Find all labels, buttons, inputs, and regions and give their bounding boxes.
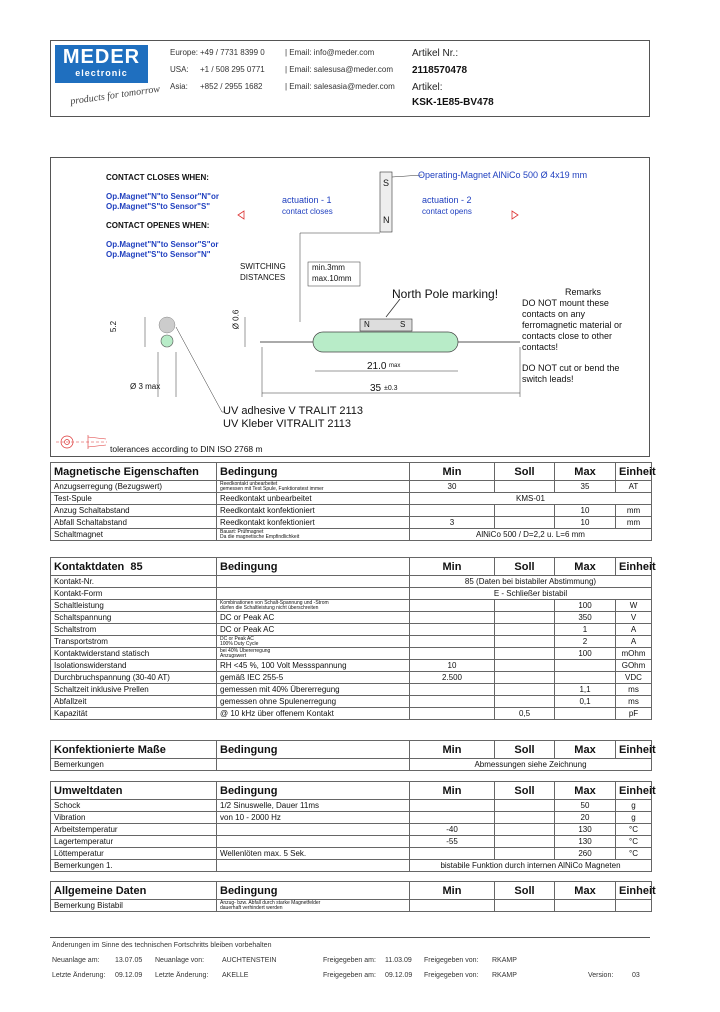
section-title: Konfektionierte Maße xyxy=(51,741,217,759)
artikel-nr-label: Artikel Nr.: xyxy=(412,48,459,59)
row-min xyxy=(410,684,495,696)
row-soll xyxy=(495,812,555,824)
row-max xyxy=(555,708,616,720)
row-soll xyxy=(495,624,555,636)
row-bedingung-line: dürfen die Schaltleistung nicht überschreiten xyxy=(220,604,319,611)
table-row xyxy=(51,759,652,771)
row-max: 2 xyxy=(555,636,616,648)
dim-5-2: 5.2 xyxy=(109,320,119,333)
col-min: Min xyxy=(410,882,495,900)
table-header-row xyxy=(51,558,652,576)
section-title xyxy=(51,558,217,576)
logo-subtext: electronic xyxy=(75,68,128,78)
row-soll xyxy=(495,505,555,517)
row-unit: °C xyxy=(616,848,652,860)
artikel-label: Artikel: xyxy=(412,82,443,93)
row-bedingung xyxy=(217,824,410,836)
row-bedingung-line: Kombinationen von Schalt-Spannung und -Strom xyxy=(220,599,329,606)
contact-phone-europe: +49 / 7731 8399 0 xyxy=(200,48,265,57)
table-row xyxy=(51,493,652,505)
closes-line1: Op.Magnet"N"to Sensor"N"or xyxy=(106,192,219,201)
row-bedingung-line: Anzug- bzw. Abfall durch starke Magnetfelder xyxy=(220,899,321,906)
remarks-title: Remarks xyxy=(565,287,602,297)
row-soll xyxy=(495,612,555,624)
arrow-right-icon xyxy=(512,211,518,219)
row-max: 1 xyxy=(555,624,616,636)
footer-value: 13.07.05 xyxy=(115,957,143,964)
row-min: 30 xyxy=(410,481,495,493)
logo-text: MEDER xyxy=(62,46,141,68)
artikel-value: KSK-1E85-BV478 xyxy=(412,97,494,108)
row-bedingung: 1/2 Sinuswelle, Dauer 11ms xyxy=(217,800,410,812)
row-bedingung xyxy=(217,588,410,600)
min-distance: min.3mm xyxy=(312,263,345,272)
row-bedingung: DC or Peak AC xyxy=(217,624,410,636)
row-bedingung xyxy=(217,576,410,588)
col-bedingung: Bedingung xyxy=(217,882,410,900)
marker-s: S xyxy=(400,320,406,329)
footer-label: Freigegeben am: xyxy=(323,957,376,964)
col-bedingung: Bedingung xyxy=(217,741,410,759)
table-row xyxy=(51,684,652,696)
row-max: 1,1 xyxy=(555,684,616,696)
table-row xyxy=(51,660,652,672)
table-row xyxy=(51,588,652,600)
uv-adhesive-de: UV Kleber VITRALIT 2113 xyxy=(223,418,351,430)
row-unit: mOhm xyxy=(616,648,652,660)
allgemeine-table xyxy=(50,881,656,912)
row-unit: V xyxy=(616,612,652,624)
row-max: 350 xyxy=(555,612,616,624)
umweltdaten-table xyxy=(50,781,656,872)
row-bedingung: RH <45 %, 100 Volt Messspannung xyxy=(217,660,410,672)
row-span-value: Abmessungen siehe Zeichnung xyxy=(410,759,652,771)
actuation1-label: actuation - 1 xyxy=(282,195,332,205)
remarks-line: contacts on any xyxy=(522,309,586,319)
row-max: 50 xyxy=(555,800,616,812)
col-einheit: Einheit xyxy=(616,463,652,481)
uv-adhesive-en: UV adhesive V TRALIT 2113 xyxy=(223,405,364,417)
col-bedingung: Bedingung xyxy=(217,782,410,800)
contact-region-asia: Asia: xyxy=(170,82,188,91)
row-name: Abfall Schaltabstand xyxy=(51,517,217,529)
row-soll xyxy=(495,848,555,860)
section-title: Umweltdaten xyxy=(51,782,217,800)
row-max: 130 xyxy=(555,836,616,848)
dim-21-sub: max xyxy=(389,363,401,369)
row-span-value: E - Schließer bistabil xyxy=(410,588,652,600)
meder-logo xyxy=(55,45,148,83)
row-min xyxy=(410,800,495,812)
section-title: Allgemeine Daten xyxy=(51,882,217,900)
row-unit: AT xyxy=(616,481,652,493)
table-row xyxy=(51,576,652,588)
tolerances-note: tolerances according to DIN ISO 2768 m xyxy=(110,444,263,454)
table-row xyxy=(51,600,652,612)
row-soll xyxy=(495,672,555,684)
row-soll xyxy=(495,648,555,660)
row-bedingung xyxy=(217,900,410,912)
row-name: Durchbruchspannung (30-40 AT) xyxy=(51,672,217,684)
row-unit: pF xyxy=(616,708,652,720)
table-row xyxy=(51,505,652,517)
row-max xyxy=(555,660,616,672)
table-row xyxy=(51,812,652,824)
dim-3-max: Ø 3 max xyxy=(130,382,161,391)
row-bedingung xyxy=(217,648,410,660)
arrow-left-icon xyxy=(238,211,244,219)
col-soll: Soll xyxy=(495,782,555,800)
col-max: Max xyxy=(555,463,616,481)
closes-line2: Op.Magnet"S"to Sensor"S" xyxy=(106,202,211,211)
row-soll xyxy=(495,684,555,696)
row-bedingung: Reedkontakt konfektioniert xyxy=(217,505,410,517)
row-min xyxy=(410,612,495,624)
table-header-row xyxy=(51,782,652,800)
konfektionierte-table xyxy=(50,740,656,771)
reed-switch-glass xyxy=(313,332,458,352)
row-unit: VDC xyxy=(616,672,652,684)
row-bedingung: gemessen ohne Spulenerregung xyxy=(217,696,410,708)
row-bedingung xyxy=(217,836,410,848)
col-soll: Soll xyxy=(495,741,555,759)
row-max: 20 xyxy=(555,812,616,824)
row-unit: W xyxy=(616,600,652,612)
row-name: Kapazität xyxy=(51,708,217,720)
remarks-line: DO NOT mount these xyxy=(522,298,609,308)
row-bedingung: Reedkontakt unbearbeitet xyxy=(217,493,410,505)
row-min xyxy=(410,812,495,824)
col-max: Max xyxy=(555,558,616,576)
dim-0-6: Ø 0.6 xyxy=(231,309,241,330)
row-span-value: 85 (Daten bei bistabiler Abstimmung) xyxy=(410,576,652,588)
row-bedingung-line: bei 40% Übererregung xyxy=(220,647,271,654)
row-name: Schaltmagnet xyxy=(51,529,217,541)
footer-value: RKAMP xyxy=(492,972,517,979)
remarks2-line: switch leads! xyxy=(522,374,574,384)
footer-note: Änderungen im Sinne des technischen Fortschritts bleiben vorbehalten xyxy=(52,942,272,949)
col-soll: Soll xyxy=(495,558,555,576)
row-max: 130 xyxy=(555,824,616,836)
switching-label: SWITCHING xyxy=(240,262,286,271)
col-bedingung: Bedingung xyxy=(217,463,410,481)
kontaktdaten-table xyxy=(50,557,656,720)
footer-version: 03 xyxy=(632,972,640,979)
row-min: -40 xyxy=(410,824,495,836)
footer-label: Freigegeben am: xyxy=(323,972,376,979)
contact-phone-usa: +1 / 508 295 0771 xyxy=(200,65,265,74)
row-soll xyxy=(495,636,555,648)
table-row xyxy=(51,800,652,812)
row-soll xyxy=(495,660,555,672)
row-min xyxy=(410,648,495,660)
contact-region-europe: Europe: xyxy=(170,48,199,57)
table-row xyxy=(51,708,652,720)
magnet-n-label: N xyxy=(383,215,390,225)
row-name: Bemerkungen xyxy=(51,759,217,771)
footer-label: Freigegeben von: xyxy=(424,957,479,964)
col-max: Max xyxy=(555,782,616,800)
row-name: Anzug Schaltabstand xyxy=(51,505,217,517)
row-bedingung: Reedkontakt konfektioniert xyxy=(217,517,410,529)
table-row xyxy=(51,848,652,860)
remarks2-line: DO NOT cut or bend the xyxy=(522,363,620,373)
row-span-value: AlNiCo 500 / D=2,2 u. L=6 mm xyxy=(410,529,652,541)
footer-label: Neuanlage von: xyxy=(155,957,205,964)
row-unit: g xyxy=(616,800,652,812)
footer-label: Letzte Änderung: xyxy=(155,972,209,979)
row-soll: 0,5 xyxy=(495,708,555,720)
row-min: 10 xyxy=(410,660,495,672)
tagline: products for tomorrow xyxy=(69,83,161,108)
table-row xyxy=(51,648,652,660)
row-name: Schaltstrom xyxy=(51,624,217,636)
row-soll xyxy=(495,800,555,812)
row-name: Löttemperatur xyxy=(51,848,217,860)
row-min xyxy=(410,636,495,648)
table-row xyxy=(51,860,652,872)
row-bedingung xyxy=(217,529,410,541)
col-soll: Soll xyxy=(495,463,555,481)
col-einheit: Einheit xyxy=(616,558,652,576)
table-row xyxy=(51,624,652,636)
contact-region-usa: USA: xyxy=(170,65,189,74)
row-max: 10 xyxy=(555,517,616,529)
row-bedingung xyxy=(217,636,410,648)
row-unit: °C xyxy=(616,836,652,848)
row-name: Bemerkung Bistabil xyxy=(51,900,217,912)
col-max: Max xyxy=(555,882,616,900)
col-soll: Soll xyxy=(495,882,555,900)
row-max xyxy=(555,672,616,684)
row-name: Abfallzeit xyxy=(51,696,217,708)
row-bedingung xyxy=(217,481,410,493)
contact-email-europe[interactable]: | Email: info@meder.com xyxy=(285,48,375,57)
magnetische-table xyxy=(50,462,656,541)
footer-value: AUCHTENSTEIN xyxy=(222,957,277,964)
dim-35-sub: ±0.3 xyxy=(384,385,398,392)
row-max: 100 xyxy=(555,648,616,660)
footer-value: 11.03.09 xyxy=(385,957,412,964)
row-name: Anzugserregung (Bezugswert) xyxy=(51,481,217,493)
contact-email-usa[interactable]: | Email: salesusa@meder.com xyxy=(285,65,394,74)
footer-value: AKELLE xyxy=(222,972,249,979)
row-name: Schaltzeit inklusive Prellen xyxy=(51,684,217,696)
actuation1-sub: contact closes xyxy=(282,207,333,216)
dim-35: 35 xyxy=(370,383,382,394)
footer-value: 09.12.09 xyxy=(385,972,413,979)
row-unit xyxy=(616,900,652,912)
distances-label: DISTANCES xyxy=(240,273,286,282)
row-bedingung-line: Anzugswert xyxy=(220,652,247,659)
section-title-text: Kontaktdaten xyxy=(54,560,125,573)
row-max: 35 xyxy=(555,481,616,493)
row-bedingung xyxy=(217,759,410,771)
row-min xyxy=(410,848,495,860)
table-header-row xyxy=(51,463,652,481)
opens-line2: Op.Magnet"S"to Sensor"N" xyxy=(106,250,211,259)
row-soll xyxy=(495,481,555,493)
table-row xyxy=(51,481,652,493)
row-name: Schaltspannung xyxy=(51,612,217,624)
col-einheit: Einheit xyxy=(616,782,652,800)
row-unit: °C xyxy=(616,824,652,836)
row-name: Kontakt-Form xyxy=(51,588,217,600)
row-name: Kontaktwiderstand statisch xyxy=(51,648,217,660)
row-min: -55 xyxy=(410,836,495,848)
row-bedingung: gemessen mit 40% Übererregung xyxy=(217,684,410,696)
col-min: Min xyxy=(410,463,495,481)
row-bedingung-line: 100% Duty Cycle xyxy=(220,640,259,647)
col-min: Min xyxy=(410,782,495,800)
row-unit: A xyxy=(616,624,652,636)
table-header-row xyxy=(51,882,652,900)
row-max: 0,1 xyxy=(555,696,616,708)
row-unit: ms xyxy=(616,696,652,708)
row-bedingung: Wellenlöten max. 5 Sek. xyxy=(217,848,410,860)
row-span-value: KMS-01 xyxy=(410,493,652,505)
col-max: Max xyxy=(555,741,616,759)
row-soll xyxy=(495,517,555,529)
row-max xyxy=(555,900,616,912)
operating-magnet-label: Operating-Magnet AlNiCo 500 Ø 4x19 mm xyxy=(418,170,588,180)
footer-label: Letzte Änderung: xyxy=(52,972,106,979)
north-pole-label: North Pole marking! xyxy=(392,287,499,301)
section-title: Magnetische Eigenschaften xyxy=(51,463,217,481)
row-min xyxy=(410,696,495,708)
row-min xyxy=(410,505,495,517)
row-name: Schaltleistung xyxy=(51,600,217,612)
row-bedingung: gemäß IEC 255-5 xyxy=(217,672,410,684)
row-name: Isolationswiderstand xyxy=(51,660,217,672)
table-row xyxy=(51,612,652,624)
max-distance: max.10mm xyxy=(312,274,352,283)
footer-label: Version: xyxy=(588,972,614,979)
table-row xyxy=(51,836,652,848)
marker-n: N xyxy=(364,320,370,329)
table-row xyxy=(51,636,652,648)
row-unit: g xyxy=(616,812,652,824)
remarks-line: contacts close to other xyxy=(522,331,613,341)
table-row xyxy=(51,696,652,708)
row-bedingung: DC or Peak AC xyxy=(217,612,410,624)
contact-opens-title: CONTACT OPENES WHEN: xyxy=(106,221,210,230)
row-bedingung-line: gemessen mit Test Spule, Funktionstest immer xyxy=(220,485,324,492)
col-einheit: Einheit xyxy=(616,882,652,900)
row-unit: A xyxy=(616,636,652,648)
dim-21: 21.0 xyxy=(367,361,387,372)
row-soll xyxy=(495,824,555,836)
row-span-value: bistabile Funktion durch internen AlNiCo Magneten xyxy=(410,860,652,872)
footer-label: Neuanlage am: xyxy=(52,957,100,964)
row-soll xyxy=(495,600,555,612)
row-name: Lagertemperatur xyxy=(51,836,217,848)
row-name: Test-Spule xyxy=(51,493,217,505)
row-min xyxy=(410,708,495,720)
row-max: 260 xyxy=(555,848,616,860)
row-max: 10 xyxy=(555,505,616,517)
row-name: Bemerkungen 1. xyxy=(51,860,217,872)
row-unit: ms xyxy=(616,684,652,696)
footer-value: RKAMP xyxy=(492,957,517,964)
row-bedingung-line: Bauart: Prüfmagnet xyxy=(220,528,264,535)
row-bedingung xyxy=(217,860,410,872)
opens-line1: Op.Magnet"N"to Sensor"S"or xyxy=(106,240,219,249)
col-min: Min xyxy=(410,558,495,576)
artikel-nr-value: 2118570478 xyxy=(412,65,468,76)
row-min xyxy=(410,624,495,636)
row-unit: GOhm xyxy=(616,660,652,672)
table-row xyxy=(51,900,652,912)
row-bedingung-line: Da die magnetische Empfindlichkeit xyxy=(220,533,300,540)
row-bedingung-line: DC or Peak AC xyxy=(220,635,254,642)
row-soll xyxy=(495,696,555,708)
row-unit: mm xyxy=(616,517,652,529)
table-header-row xyxy=(51,741,652,759)
col-bedingung: Bedingung xyxy=(217,558,410,576)
table-row xyxy=(51,824,652,836)
row-bedingung xyxy=(217,600,410,612)
remarks-line: ferromagnetic material or xyxy=(522,320,623,330)
remarks-line: contacts! xyxy=(522,342,559,352)
row-min xyxy=(410,600,495,612)
row-bedingung-line: Reedkontakt unbearbeitet xyxy=(220,480,278,487)
col-einheit: Einheit xyxy=(616,741,652,759)
row-min: 2.500 xyxy=(410,672,495,684)
footer-value: 09.12.09 xyxy=(115,972,143,979)
row-unit: mm xyxy=(616,505,652,517)
row-name: Schock xyxy=(51,800,217,812)
actuation2-label: actuation - 2 xyxy=(422,195,472,205)
row-name: Transportstrom xyxy=(51,636,217,648)
row-bedingung: @ 10 kHz über offenem Kontakt xyxy=(217,708,410,720)
magnet-s-label: S xyxy=(383,178,390,188)
row-min: 3 xyxy=(410,517,495,529)
table-row xyxy=(51,672,652,684)
row-min xyxy=(410,900,495,912)
section-title-num: 85 xyxy=(130,560,143,573)
row-name: Vibration xyxy=(51,812,217,824)
row-bedingung-line: dauerhaft verhindert werden xyxy=(220,904,283,911)
footer-divider xyxy=(50,937,650,938)
row-bedingung: von 10 - 2000 Hz xyxy=(217,812,410,824)
row-soll xyxy=(495,836,555,848)
contact-email-asia[interactable]: | Email: salesasia@meder.com xyxy=(285,82,395,91)
contact-closes-title: CONTACT CLOSES WHEN: xyxy=(106,173,209,182)
table-row xyxy=(51,517,652,529)
row-name: Arbeitstemperatur xyxy=(51,824,217,836)
actuation2-sub: contact opens xyxy=(422,207,472,216)
contact-phone-asia: +852 / 2955 1682 xyxy=(200,82,263,91)
row-max: 100 xyxy=(555,600,616,612)
footer-label: Freigegeben von: xyxy=(424,972,479,979)
row-name: Kontakt-Nr. xyxy=(51,576,217,588)
table-row xyxy=(51,529,652,541)
row-soll xyxy=(495,900,555,912)
col-min: Min xyxy=(410,741,495,759)
